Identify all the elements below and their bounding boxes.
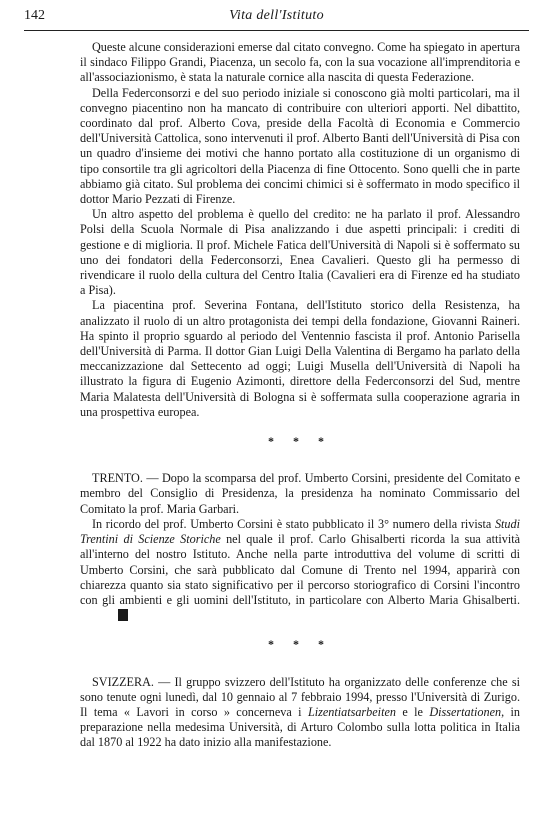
running-title: Vita dell'Istituto [229,8,324,23]
journal-title: Studi Trentini di Scienze Storiche [80,516,520,547]
paragraph: Della Federconsorzi e del suo periodo iniziale si conoscono già molti particolari, ma il convegno piacentino non ha mancato di contribuire con ulteriori apporti. Nel dibattito, coordinato dal prof. Alberto Cova, preside della Facoltà di Economia e Commercio dell'Università Cattolica, sono intervenuti il prof. Alberto Banti dell'Università di Pisa con un quadro d'insieme dei motivi che hanno portato alla costituzione di un organismo di tipo consortile tra gli agricoltori della Piacenza di fine Ottocento. Sono quelli che in parte abbiamo già citato. Sul problema dei concimi chimici si è soffermato in modo specifico il dottor Mario Pezzati di Firenze. [80,85,520,207]
page-number: 142 [24,8,45,23]
term-dissertationen: Dissertationen [429,704,502,719]
federconsorzi-section [80,40,520,420]
svizzera-section [80,675,520,751]
section-separator: * * * [268,637,332,652]
svizzera-paragraph [80,675,520,751]
section-separator: * * * [268,434,332,449]
trento-heading: TRENTO. [92,471,143,486]
svizzera-text-b: e le [395,704,430,719]
paragraph: La piacentina prof. Severina Fontana, dell'Istituto storico della Resistenza, ha analizzato il ruolo di un altro protagonista dei tempi della fondazione, Giovanni Raineri. Ha spinto il proprio sguardo al periodo del Ventennio fascista il prof. Antonio Parisella dell'Università di Parma. Il dottor Gian Luigi Della Valentina di Bergamo ha parlato della meccanizzazione dal Settecento ad oggi; Luigi Musella dell'Università di Napoli ha illustrato la figura di Eugenio Azimonti, direttore della Federconsorzi del Sud, mentre Maria Malatesta dell'Università di Bologna si è soffermata sulla cooperazione agraria in una prospettiva europea. [80,298,520,419]
trento-paragraph-2 [80,517,520,623]
trento-intro: — Dopo la scomparsa del prof. Umberto Corsini, presidente del Comitato e membro del Consiglio di Presidenza, la presidenza ha nominato Commissario del Comitato la prof. Maria Garbari. [80,471,520,516]
trento-text-a: In ricordo del prof. Umberto Corsini è stato pubblicato il 3° numero della rivista [92,516,495,531]
trento-section [80,471,520,623]
paragraph: Un altro aspetto del problema è quello del credito: ne ha parlato il prof. Alessandro Polsi della Scuola Normale di Pisa analizzando i due aspetti principali: i crediti di gestione e di miglioria. Il prof. Michele Fatica dell'Università di Napoli si è soffermato su uno dei fondatori della Federconsorzi, Enea Cavalieri. Questo gli ha permesso di rivendicare il ruolo della cultura del Centro Italia (Cavalieri era di Firenze ed ha studiato a Pisa). [80,207,520,298]
svizzera-heading: SVIZZERA. [92,674,154,689]
trento-text-b: nel quale il prof. Carlo Ghisalberti ricorda la sua attività all'interno del nostro Istituto. Anche nella parte introduttiva del volume di scritti di Umberto Corsini, che sarà pubblicato dal Comune di Trento nel 1994, apparirà con chiarezza quanto sia stato significativo per il percorso storiografico di Corsini l'incontro con gli ambienti e gli uomini dell'Istituto, in particolare con Alberto Maria Ghisalberti. [80,532,521,607]
trento-paragraph-1 [80,471,520,517]
svizzera-text-a: — Il gruppo svizzero dell'Istituto ha organizzato delle conferenze che si sono tenute ogni lunedì, dal 10 gennaio al 7 febbraio 1994, presso l'Università di Zurigo. Il tema « Lavori in corso » concerneva i [80,674,520,719]
term-lizentiatsarbeiten: Lizentiatsarbeiten [307,704,396,719]
document-body [80,40,520,760]
paragraph: Queste alcune considerazioni emerse dal citato convegno. Come ha spiegato in apertura il sindaco Filippo Grandi, Piacenza, un secolo fa, con la sua vocazione all'imprenditoria e all'associazionismo, è stata la naturale cornice alla nascita di questa Federazione. [80,40,520,85]
page-header [24,6,529,28]
svizzera-text-c: , in preparazione nella medesima Università, di Arturo Colombo sulla lotta politica in Italia dal 1870 al 1922 ha dato inizio alla manifestazione. [80,704,520,750]
header-rule [24,30,529,31]
end-mark-icon [118,609,128,621]
